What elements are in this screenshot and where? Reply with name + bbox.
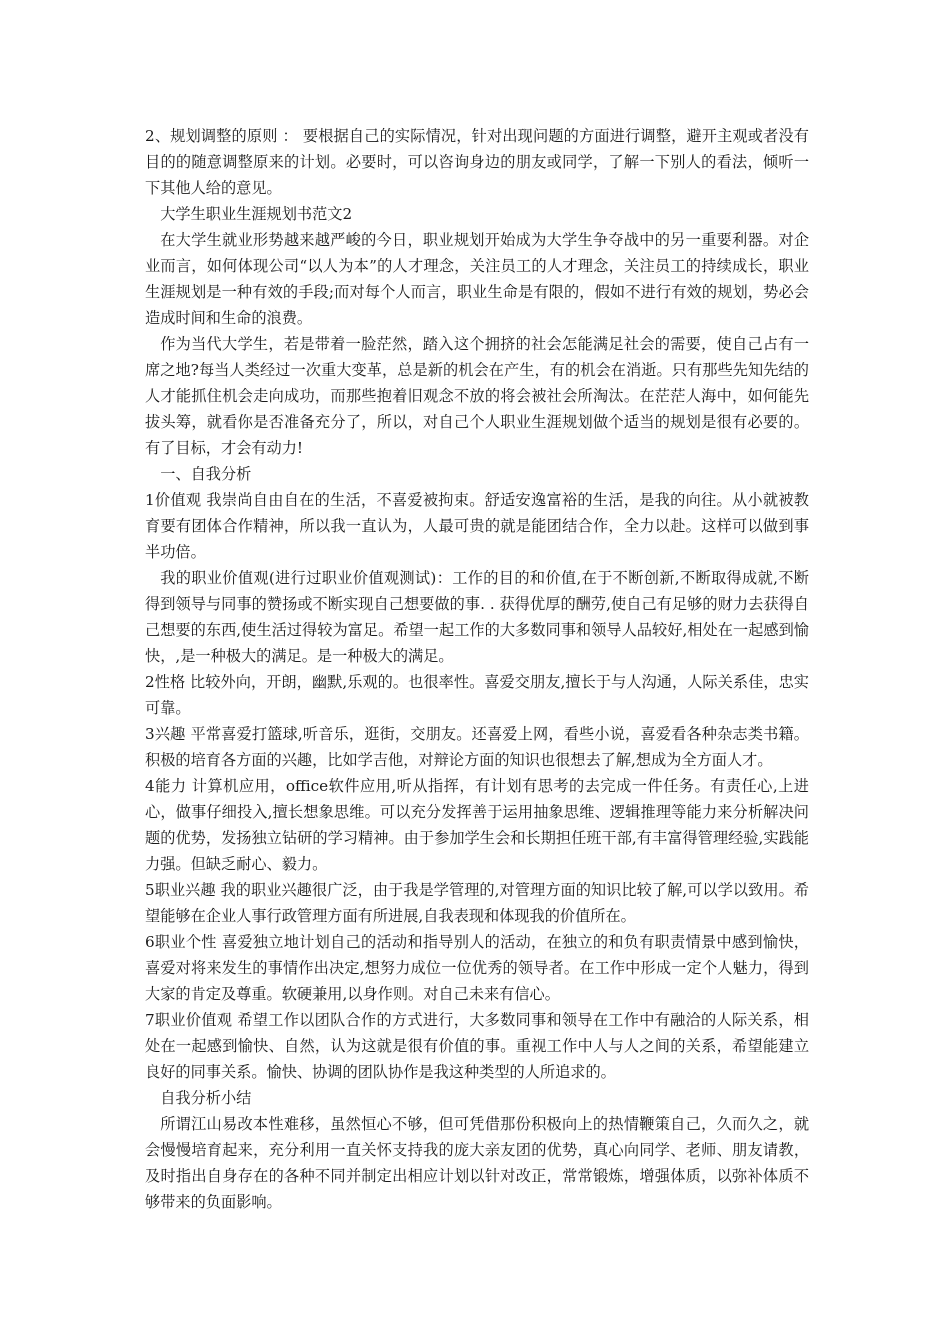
paragraph-adjustment-principle: 2、规划调整的原则 ： 要根据自己的实际情况，针对出现问题的方面进行调整，避开主观或者没有目的的随意调整原来的计划。必要时，可以咨询身边的朋友或同学，了解一下别人的看法，倾听一下其他人给的意见。 <box>145 127 809 197</box>
section-heading-self-analysis: 一、自我分析 <box>160 465 252 483</box>
paragraph-career-values: 7职业价值观 希望工作以团队合作的方式进行，大多数同事和领导在工作中有融洽的人际关系，相处在一起感到愉快、自然，认为这就是很有价值的事。重视工作中人与人之间的关系，希望能建立良好的同事关系。愉快、协调的团队协作是我这种类型的人所追求的。 <box>145 1011 809 1081</box>
paragraph-summary: 所谓江山易改本性难移，虽然恒心不够，但可凭借那份积极向上的热情鞭策自己，久而久之，就会慢慢培育起来，充分利用一直关怀支持我的庞大亲友团的优势，真心向同学、老师、朋友请教，及时指出自身存在的各种不同并制定出相应计划以针对改正，常常锻炼，增强体质，以弥补体质不够带来的负面影响。 <box>145 1115 809 1211</box>
paragraph-abilities: 4能力 计算机应用，office软件应用,听从指挥，有计划有思考的去完成一件任务。有责任心,上进心，做事仔细投入,擅长想象思维。可以充分发挥善于运用抽象思维、逻辑推理等能力来分析解决问题的优势，发扬独立钻研的学习精神。由于参加学生会和长期担任班干部,有丰富得管理经验,实践能力强。但缺乏耐心、毅力。 <box>145 777 809 873</box>
paragraph-career-personality: 6职业个性 喜爱独立地计划自己的活动和指导别人的活动，在独立的和负有职责情景中感到愉快，喜爱对将来发生的事情作出决定,想努力成位一位优秀的领导者。在工作中形成一定个人魅力，得到大家的肯定及尊重。软硬兼用,以身作则。对自己未来有信心。 <box>145 933 809 1003</box>
paragraph-contemporary-student: 作为当代大学生，若是带着一脸茫然，踏入这个拥挤的社会怎能满足社会的需要，使自己占有一席之地?每当人类经过一次重大变革，总是新的机会在产生，有的机会在消逝。只有那些先知先结的人才能抓住机会走向成功，而那些抱着旧观念不放的将会被社会所淘汰。在茫茫人海中，如何能先拔头筹，就看你是否准备充分了，所以，对自己个人职业生涯规划做个适当的规划是很有必要的。有了目标，才会有动力! <box>145 335 809 457</box>
paragraph-career-interest: 5职业兴趣 我的职业兴趣很广泛，由于我是学管理的,对管理方面的知识比较了解,可以学以致用。希望能够在企业人事行政管理方面有所进展,自我表现和体现我的价值所在。 <box>145 881 809 925</box>
section-heading-self-analysis-summary: 自我分析小结 <box>160 1089 252 1107</box>
section-title-sample-2: 大学生职业生涯规划书范文2 <box>160 205 353 223</box>
paragraph-intro: 在大学生就业形势越来越严峻的今日，职业规划开始成为大学生争夺战中的另一重要利器。对企业而言，如何体现公司“以人为本”的人才理念，关注员工的人才理念，关注员工的持续成长，职业生涯规划是一种有效的手段;而对每个人而言，职业生命是有限的，假如不进行有效的规划，势必会造成时间和生命的浪费。 <box>145 231 809 327</box>
paragraph-values: 1价值观 我崇尚自由自在的生活，不喜爱被拘束。舒适安逸富裕的生活，是我的向往。从小就被教育要有团体合作精神，所以我一直认为，人最可贵的就是能团结合作，全力以赴。这样可以做到事半功倍。 <box>145 491 809 561</box>
paragraph-interests: 3兴趣 平常喜爱打篮球,听音乐，逛街，交朋友。还喜爱上网，看些小说，喜爱看各种杂志类书籍。积极的培育各方面的兴趣，比如学吉他，对辩论方面的知识也很想去了解,想成为全方面人才。 <box>145 725 809 769</box>
paragraph-career-values-test: 我的职业价值观(进行过职业价值观测试)：工作的目的和价值,在于不断创新,不断取得成就,不断得到领导与同事的赞扬或不断实现自己想要做的事. . 获得优厚的酬劳,使自己有足够的财力去获得自己想要的东西,使生活过得较为富足。希望一起工作的大多数同事和领导人品较好,相处在一起感到愉快，,是一种极大的满足。是一种极大的满足。 <box>145 569 809 665</box>
paragraph-personality: 2性格 比较外向，开朗，幽默,乐观的。也很率性。喜爱交朋友,擅长于与人沟通，人际关系佳，忠实可靠。 <box>145 673 809 717</box>
document-page <box>145 123 809 1215</box>
